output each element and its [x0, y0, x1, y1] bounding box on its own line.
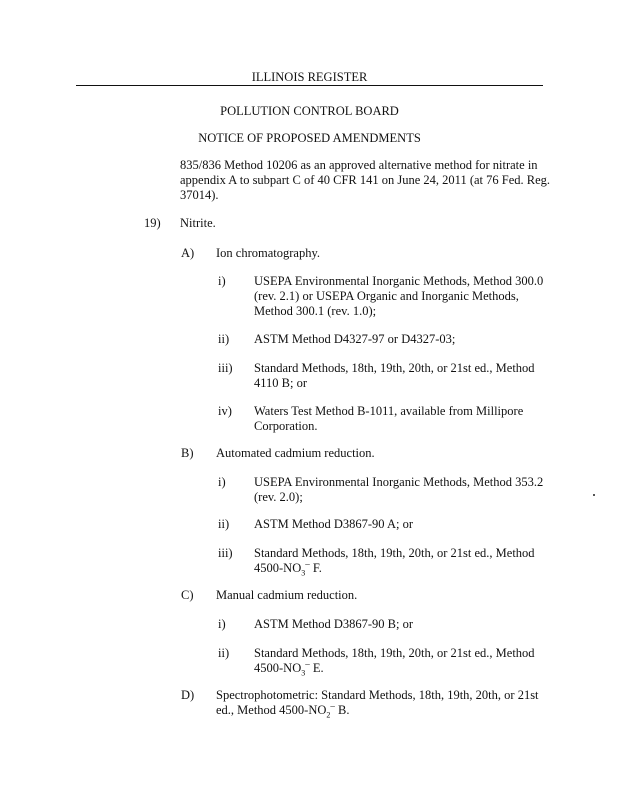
- subsection-b-title: Automated cadmium reduction.: [216, 446, 375, 460]
- a-item-iv-line-2: Corporation.: [254, 419, 318, 433]
- c-item-ii-superscript: –: [305, 658, 310, 669]
- section-number: 19): [144, 216, 161, 230]
- b-item-iii-suffix: F.: [309, 561, 322, 575]
- c-item-i-marker: i): [218, 617, 226, 631]
- c-item-ii-marker: ii): [218, 646, 230, 660]
- subsection-a-marker: A): [181, 246, 195, 260]
- b-item-i-line-2: (rev. 2.0);: [254, 490, 303, 504]
- subsection-b-marker: B): [181, 446, 194, 460]
- b-item-iii-line-1: Standard Methods, 18th, 19th, 20th, or 21st ed., Method: [254, 546, 535, 560]
- c-item-ii-line-1: Standard Methods, 18th, 19th, 20th, or 21st ed., Method: [254, 646, 535, 660]
- c-item-i-line-1: ASTM Method D3867-90 B; or: [254, 617, 414, 631]
- b-item-iii-marker: iii): [218, 546, 233, 560]
- a-item-i-line-2: (rev. 2.1) or USEPA Organic and Inorganic Methods,: [254, 289, 519, 303]
- b-item-iii-code: 4500-NO: [254, 561, 302, 575]
- b-item-ii-line-1: ASTM Method D3867-90 A; or: [254, 517, 414, 531]
- c-item-ii-suffix: E.: [309, 661, 324, 675]
- a-item-iv-line-1: Waters Test Method B-1011, available from Millipore: [254, 404, 524, 418]
- a-item-i-marker: i): [218, 274, 226, 288]
- subsection-d-line-2: [216, 700, 350, 720]
- header-rule: [76, 85, 543, 86]
- subsection-d-line-1: Spectrophotometric: Standard Methods, 18th, 19th, 20th, or 21st: [216, 688, 539, 702]
- a-item-iii-marker: iii): [218, 361, 233, 375]
- board-name: POLLUTION CONTROL BOARD: [220, 104, 399, 118]
- b-item-iii-subscript: 3: [301, 568, 306, 578]
- scan-speck: [593, 494, 595, 496]
- intro-line-1: 835/836 Method 10206 as an approved alternative method for nitrate in: [180, 158, 538, 172]
- subsection-c-marker: C): [181, 588, 194, 602]
- b-item-ii-marker: ii): [218, 517, 230, 531]
- b-item-iii-superscript: –: [305, 558, 310, 569]
- c-item-ii-code: 4500-NO: [254, 661, 302, 675]
- intro-line-2: appendix A to subpart C of 40 CFR 141 on June 24, 2011 (at 76 Fed. Reg.: [180, 173, 551, 187]
- d-superscript: –: [330, 700, 335, 711]
- section-title: Nitrite.: [180, 216, 216, 230]
- d-suffix: B.: [334, 703, 350, 717]
- b-item-i-marker: i): [218, 475, 226, 489]
- a-item-i-line-1: USEPA Environmental Inorganic Methods, Method 300.0: [254, 274, 544, 288]
- notice-title: NOTICE OF PROPOSED AMENDMENTS: [198, 131, 421, 145]
- a-item-ii-marker: ii): [218, 332, 230, 346]
- intro-line-3: 37014).: [180, 188, 219, 202]
- subsection-d-marker: D): [181, 688, 195, 702]
- a-item-i-line-3: Method 300.1 (rev. 1.0);: [254, 304, 377, 318]
- a-item-iii-line-1: Standard Methods, 18th, 19th, 20th, or 21st ed., Method: [254, 361, 535, 375]
- c-item-ii-subscript: 3: [301, 668, 306, 678]
- d-code: ed., Method 4500-NO: [216, 703, 327, 717]
- b-item-iii-line-2: [254, 558, 322, 578]
- register-title: ILLINOIS REGISTER: [251, 70, 368, 84]
- a-item-ii-line-1: ASTM Method D4327-97 or D4327-03;: [254, 332, 456, 346]
- subsection-a-title: Ion chromatography.: [216, 246, 321, 260]
- a-item-iii-line-2: 4110 B; or: [254, 376, 308, 390]
- d-subscript: 2: [326, 710, 331, 720]
- c-item-ii-line-2: [254, 658, 324, 678]
- subsection-c-title: Manual cadmium reduction.: [216, 588, 358, 602]
- a-item-iv-marker: iv): [218, 404, 232, 418]
- b-item-i-line-1: USEPA Environmental Inorganic Methods, Method 353.2: [254, 475, 544, 489]
